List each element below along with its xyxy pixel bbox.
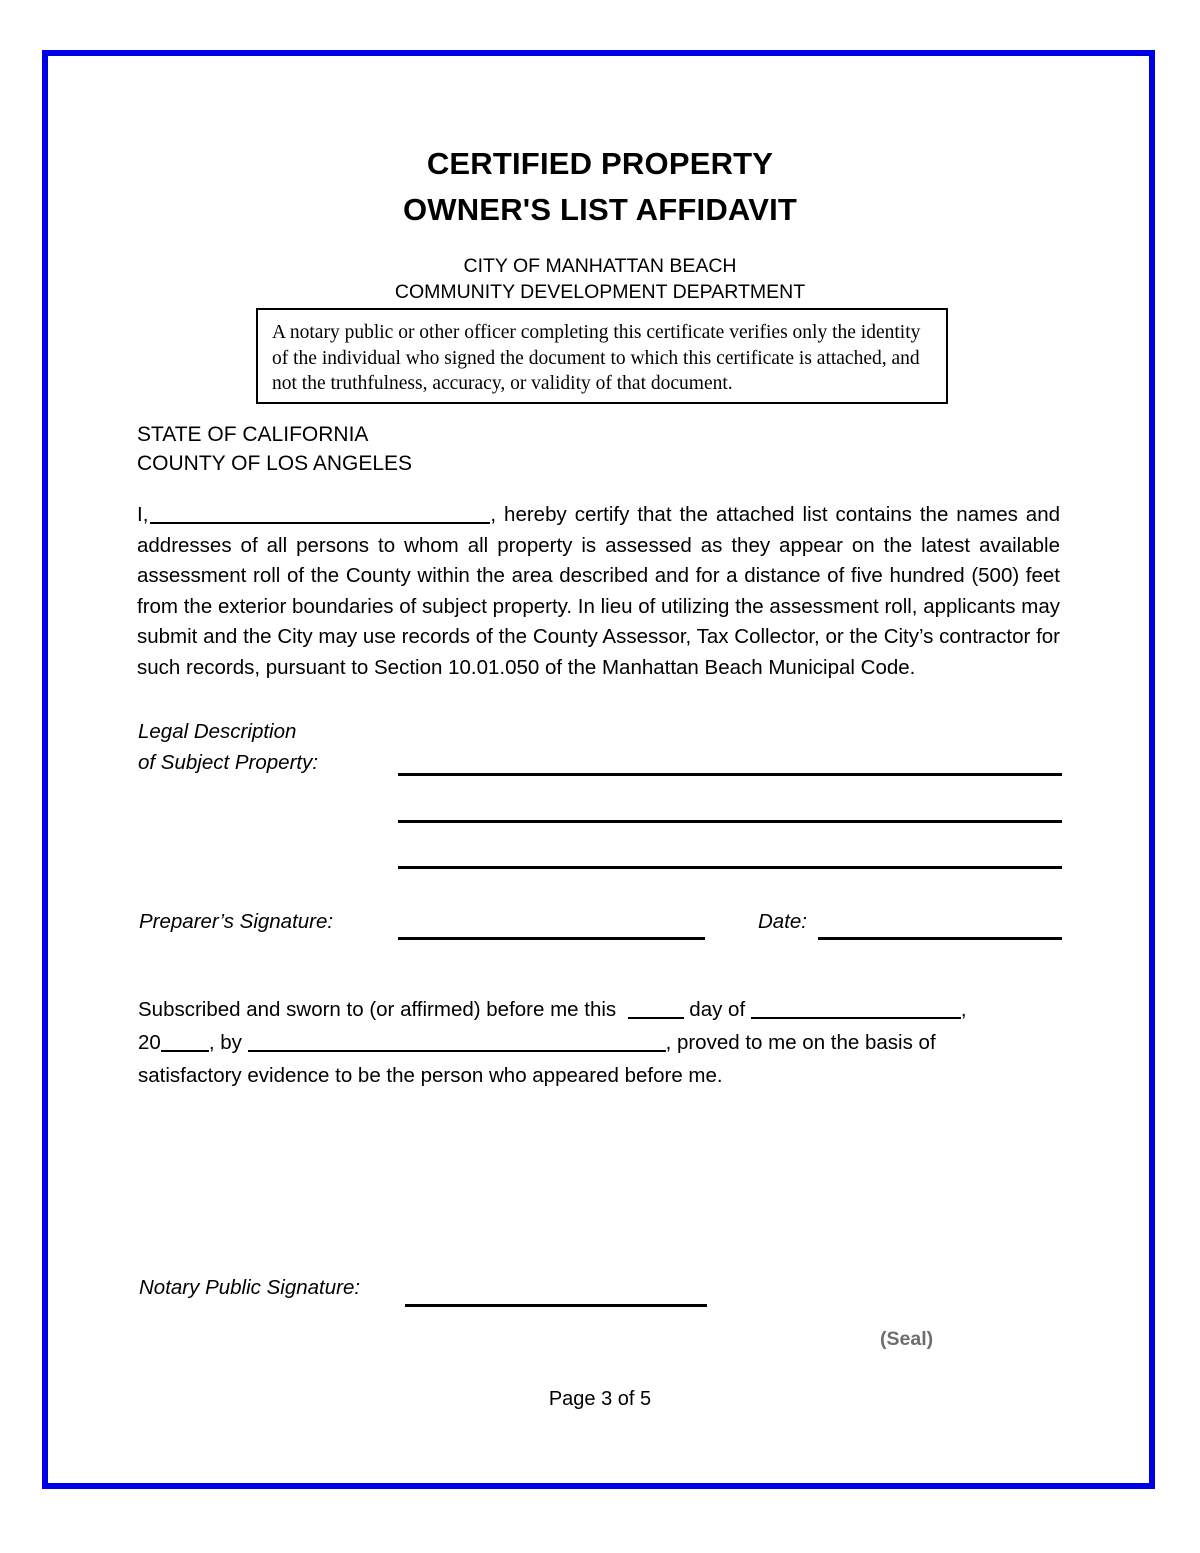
legal-description-field-1[interactable] bbox=[398, 773, 1062, 776]
sworn-text-part-3: , bbox=[960, 998, 967, 1021]
notary-seal-placeholder: (Seal) bbox=[880, 1328, 934, 1350]
certification-body-text: , hereby certify that the attached list contains the names and addresses of all persons to whom all property is assessed as they appear on the latest available assessment roll of the County within the area described and for a distance of five hundred (500) feet from the exterior boundaries of subject property. In lieu of utilizing the assessment roll, applicants may submit and the City may use records of the County Assessor, Tax Collector, or the City’s contractor for such records, pursuant to Section 10.01.050 of the Manhattan Beach Municipal Code. bbox=[137, 503, 1060, 679]
preparer-signature-field[interactable] bbox=[398, 937, 705, 940]
page-title-line-1: CERTIFIED PROPERTY bbox=[426, 146, 774, 181]
state-label: STATE OF CALIFORNIA bbox=[137, 423, 369, 446]
sworn-text-part-2: day of bbox=[689, 998, 746, 1021]
sworn-statement-row-2 bbox=[138, 1026, 1068, 1059]
legal-description-field-3[interactable] bbox=[398, 866, 1062, 869]
agency-department: COMMUNITY DEVELOPMENT DEPARTMENT bbox=[394, 281, 806, 303]
agency-city: CITY OF MANHATTAN BEACH bbox=[463, 255, 737, 277]
sworn-affiant-field[interactable] bbox=[248, 1050, 666, 1052]
page-number-footer: Page 3 of 5 bbox=[548, 1388, 652, 1410]
legal-description-label-line-1: Legal Description bbox=[138, 720, 297, 743]
sworn-text-part-4: , by bbox=[208, 1031, 242, 1054]
preparer-signature-label: Preparer’s Signature: bbox=[139, 910, 334, 933]
sworn-statement bbox=[138, 993, 1068, 1092]
sworn-year-field[interactable] bbox=[161, 1050, 209, 1052]
sworn-text-part-5: , proved to me on the basis of bbox=[665, 1031, 936, 1054]
legal-description-label bbox=[138, 716, 318, 778]
notary-disclaimer-text: A notary public or other officer completing this certificate verifies only the identity of the individual who signed the document to which this certificate is attached, and not the truthfulness, accuracy, or validity of that document. bbox=[272, 322, 921, 394]
sworn-statement-row-1 bbox=[138, 993, 1068, 1026]
jurisdiction-block bbox=[137, 420, 412, 478]
sworn-statement-row-3: satisfactory evidence to be the person who appeared before me. bbox=[138, 1064, 723, 1087]
notary-signature-field[interactable] bbox=[405, 1304, 707, 1307]
preparer-date-field[interactable] bbox=[818, 937, 1062, 940]
county-label: COUNTY OF LOS ANGELES bbox=[137, 452, 413, 475]
page-title-line-2: OWNER'S LIST AFFIDAVIT bbox=[402, 192, 798, 227]
notary-signature-label: Notary Public Signature: bbox=[139, 1276, 361, 1299]
page-title bbox=[0, 141, 1200, 233]
sworn-day-field[interactable] bbox=[628, 1017, 684, 1019]
preparer-date-label: Date: bbox=[758, 910, 807, 933]
sworn-text-part-1: Subscribed and sworn to (or affirmed) before me this bbox=[138, 998, 617, 1021]
legal-description-label-line-2: of Subject Property: bbox=[138, 751, 319, 774]
agency-subtitle bbox=[0, 253, 1200, 305]
certification-paragraph bbox=[137, 500, 1060, 683]
sworn-month-field[interactable] bbox=[751, 1017, 961, 1019]
certifier-name-field[interactable] bbox=[150, 522, 490, 524]
certification-lead-in: I, bbox=[137, 503, 149, 526]
legal-description-field-2[interactable] bbox=[398, 820, 1062, 823]
notary-disclaimer-box bbox=[256, 308, 948, 404]
sworn-year-prefix: 20 bbox=[138, 1031, 161, 1054]
